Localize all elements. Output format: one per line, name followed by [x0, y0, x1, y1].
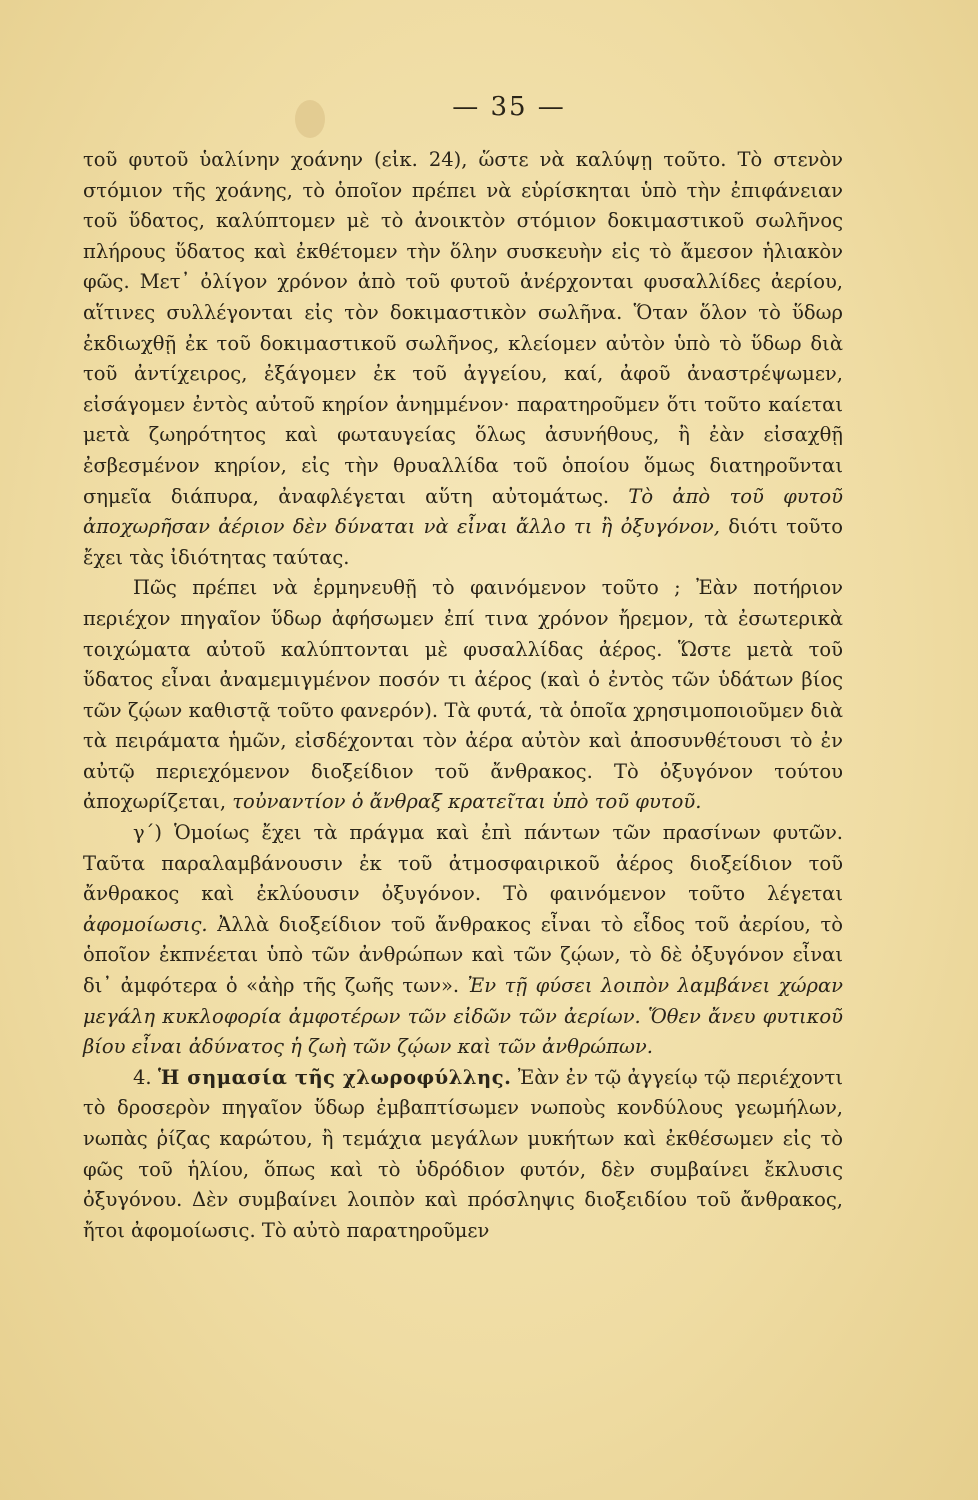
italic-gas-cycle: Ἐν τῇ φύσει λοιπὸν λαμβάνει χώραν μεγάλη κυκλοφορία ἀμφοτέρων τῶν εἰδῶν τῶν ἀερίων. Ὅθεν ἄνευ φυτικοῦ βίου εἶναι ἀδύνατος ἡ ζωὴ τῶν ζῴων καὶ τῶν ἀνθρώπων.: [83, 974, 843, 1059]
paragraph-chlorophyll: [83, 1063, 843, 1247]
paragraph-assimilation: [83, 818, 843, 1063]
italic-carbon-retained: τοὐναντίον ὁ ἄνθραξ κρατεῖται ὑπὸ τοῦ φυτοῦ.: [232, 790, 702, 814]
section-heading: Ἡ σημασία τῆς χλωροφύλλης.: [157, 1065, 512, 1089]
text-segment: Ἐὰν ἐν τῷ ἀγγείῳ τῷ περιέχοντι τὸ δροσερὸν πηγαῖον ὕδωρ ἐμβαπτίσωμεν νωποὺς κονδύλους γεωμήλων, νωπὰς ῥίζας καρώτου, ἢ τεμάχια μεγάλων μυκήτων καὶ ἐκθέσωμεν εἰς τὸ φῶς τοῦ ἡλίου, ὅπως καὶ τὸ ὑδρόδιον φυτόν, δὲν συμβαίνει ἔκλυσις ὀξυγόνου. Δὲν συμβαίνει λοιπὸν καὶ πρόσληψις διοξειδίου τοῦ ἄνθρακος, ἤτοι ἀφομοίωσις. Τὸ αὐτὸ παρατηροῦμεν: [83, 1065, 843, 1242]
italic-term-assimilation: ἀφομοίωσις.: [83, 912, 208, 936]
text-segment: τοῦ φυτοῦ ὑαλίνην χοάνην (εἰκ. 24), ὥστε νὰ καλύψῃ τοῦτο. Τὸ στενὸν στόμιον τῆς χοάνης, τὸ ὁποῖον πρέπει νὰ εὑρίσκηται ὑπὸ τὴν ἐπιφάνειαν τοῦ ὕδατος, καλύπτομεν μὲ τὸ ἀνοικτὸν στόμιον δοκιμαστικοῦ σωλῆνος πλήρους ὕδατος καὶ ἐκθέτομεν τὴν ὅλην συσκευὴν εἰς τὸ ἄμεσον ἡλιακὸν φῶς. Μετ᾿ ὀλίγον χρόνον ἀπὸ τοῦ φυτοῦ ἀνέρχονται φυσαλλίδες ἀερίου, αἵτινες συλλέγονται εἰς τὸν δοκιμαστικὸν σωλῆνα. Ὅταν ὅλον τὸ ὕδωρ ἐκδιωχθῇ ἐκ τοῦ δοκιμαστικοῦ σωλῆνος, κλείομεν αὐτὸν ὑπὸ τὸ ὕδωρ διὰ τοῦ ἀντίχειρος, ἐξάγομεν ἐκ τοῦ ἀγγείου, καί, ἀφοῦ ἀναστρέψωμεν, εἰσάγομεν ἐντὸς αὐτοῦ κηρίον ἀνημμένον· παρατηροῦμεν ὅτι τοῦτο καίεται μετὰ ζωηρότητος καὶ φωταυγείας ὅλως ἀσυνήθους, ἢ ἐὰν εἰσαχθῇ ἐσβεσμένον κηρίον, εἰς τὴν θρυαλλίδα τοῦ ὁποίου ὅμως διατηροῦνται σημεῖα διάπυρα, ἀναφλέγεται αὕτη αὐτομάτως.: [83, 148, 843, 508]
text-segment: γ΄) Ὁμοίως ἔχει τὰ πράγμα καὶ ἐπὶ πάντων τῶν πρασίνων φυτῶν. Ταῦτα παραλαμβάνουσιν ἐκ τοῦ ἀτμοσφαιρικοῦ ἀέρος διοξείδιον τοῦ ἄνθρακος καὶ ἐκλύουσιν ὀξυγόνον. Τὸ φαινόμενον τοῦτο λέγεται: [83, 821, 843, 906]
paragraph-explanation: [83, 573, 843, 818]
page-number: — 35 —: [452, 92, 566, 122]
text-segment: Πῶς πρέπει νὰ ἑρμηνευθῇ τὸ φαινόμενον τοῦτο ; Ἐὰν ποτήριον περιέχον πηγαῖον ὕδωρ ἀφήσωμεν ἐπί τινα χρόνον ἤρεμον, τὰ ἐσωτερικὰ τοιχώματα αὐτοῦ καλύπτονται μὲ φυσαλλίδας ἀέρος. Ὥστε μετὰ τοῦ ὕδατος εἶναι ἀναμεμιγμένον ποσόν τι ἀέρος (καὶ ὁ ἐντὸς τῶν ὑδάτων βίος τῶν ζῴων καθιστᾷ τοῦτο φανερόν). Τὰ φυτά, τὰ ὁποῖα χρησιμοποιοῦμεν διὰ τὰ πειράματα ἡμῶν, εἰσδέχονται τὸν ἀέρα αὐτὸν καὶ ἀποσυνθέτουσι τὸ ἐν αὐτῷ περιεχόμενον διοξείδιον τοῦ ἄνθρακος. Τὸ ὀξυγόνον τούτου ἀποχωρίζεται,: [83, 576, 843, 814]
section-number: 4.: [133, 1065, 158, 1089]
text-segment: διότι τοῦτο ἔχει τὰς ἰδιότητας ταύτας.: [83, 515, 843, 569]
paragraph-experiment: [83, 145, 843, 573]
body-text: [83, 145, 843, 1246]
italic-conclusion: Τὸ ἀπὸ τοῦ φυτοῦ ἀποχωρῆσαν ἀέριον δὲν δύναται νὰ εἶναι ἄλλο τι ἢ ὀξυγόνον,: [83, 484, 843, 539]
text-segment: Ἀλλὰ διοξείδιον τοῦ ἄνθρακος εἶναι τὸ εἶδος τοῦ ἀερίου, τὸ ὁποῖον ἐκπνέεται ὑπὸ τῶν ἀνθρώπων καὶ τῶν ζῴων, τὸ δὲ ὀξυγόνον εἶναι δι᾿ ἀμφότερα ὁ «ἀὴρ τῆς ζωῆς των».: [83, 912, 843, 998]
